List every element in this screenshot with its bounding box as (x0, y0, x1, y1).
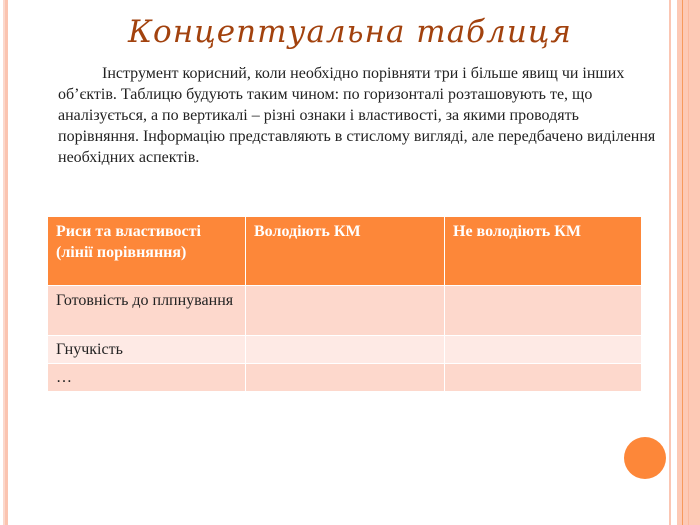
circle-nav-icon[interactable] (624, 437, 666, 479)
slide-title: Концептуальна таблиця (128, 14, 572, 50)
table-header-row (48, 217, 642, 286)
description-paragraph (58, 63, 658, 168)
right-border-line (669, 0, 671, 525)
header-cell-features: Риси та властивості (лінії порівняння) (48, 217, 246, 286)
left-border-decoration (5, 0, 8, 525)
table-row (48, 364, 642, 392)
table-cell (246, 286, 445, 336)
header-cell-no-km: Не володіють КМ (445, 217, 642, 286)
table-row (48, 336, 642, 364)
right-border-orange-line (682, 0, 683, 525)
table-cell: Гнучкість (48, 336, 246, 364)
table-cell (445, 336, 642, 364)
table-row (48, 286, 642, 336)
table-cell: Готовність до плпнування (48, 286, 246, 336)
description-text: Інструмент корисний, коли необхідно порівняти три і більше явищ чи інших об’єктів. Таблицю будують таким чином: по горизонталі розташовують те, що аналізується, а по вертикалі – різні ознаки і властивості, за якими проводять порівняння. Інформацію представляють в стислому вигляді, але передбачено виділення необхідних аспектів. (58, 65, 656, 166)
right-border-band-line (688, 0, 689, 525)
table-cell (445, 364, 642, 392)
table-cell (445, 286, 642, 336)
concept-table (47, 216, 642, 392)
table-cell: … (48, 364, 246, 392)
header-cell-have-km: Володіють КМ (246, 217, 445, 286)
table-cell (246, 336, 445, 364)
table-cell (246, 364, 445, 392)
